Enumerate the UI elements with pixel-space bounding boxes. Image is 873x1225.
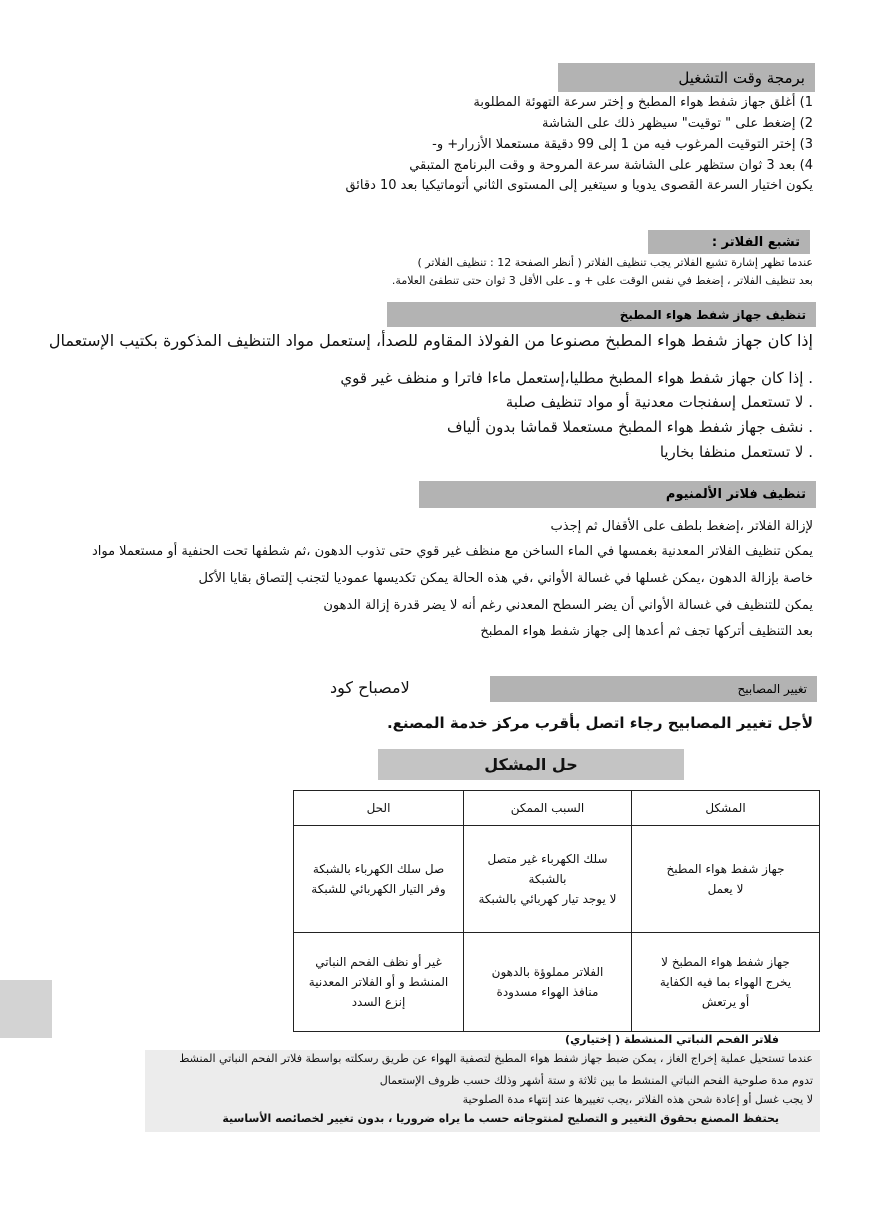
timer-section-title [558,63,815,92]
cleaning-section-title [387,302,816,327]
lamps-text: لأجل تغيير المصابيح رجاء اتصل بأقرب مركز خدمة المصنع. [386,714,813,732]
table-row [294,933,820,1032]
aluminum-line-3: خاصة بإزالة الدهون ،يمكن غسلها في غسالة الأواني ،في هذه الحالة يمكن تكديسها عموديا لتجنب إلتصاق بقايا الأكل [198,571,813,586]
lamps-title-text: تغيير المصابيح [737,682,807,696]
cell-line: جهاز شفط هواء المطبخ [666,862,785,876]
table-header-row [294,791,820,826]
problem-cell [632,933,820,1032]
carbon-line-1: عندما تستحيل عملية إخراج الغاز ، يمكن ضبط جهاز شفط هواء المطبخ لتصفية الهواء عن طريق رسكلته بواسطة فلاتر الفحم النباتي المنشط [179,1052,813,1065]
saturation-section-title [648,230,810,254]
cell-line: بالشبكة [528,872,567,886]
timer-note: يكون اختيار السرعة القصوى يدويا و سيتغير إلى المستوى الثاني أتوماتيكيا بعد 10 دقائق [345,178,813,193]
timer-step-3: 3) إختر التوقيت المرغوب فيه من 1 إلى 99 دقيقة مستعملا الأزرار+ و- [432,137,813,152]
header-problem: المشكل [632,791,820,826]
problem-cell [632,826,820,933]
table-row [294,826,820,933]
cell-line: غير أو نظف الفحم النباتي [315,955,442,969]
cell-line: أو يرتعش [701,995,750,1009]
cleaning-title-text: تنظيف جهاز شفط هواء المطبخ [619,307,806,322]
troubleshooting-title [378,749,684,780]
header-cause: السبب الممكن [464,791,632,826]
timer-title-text: برمجة وقت التشغيل [678,68,805,87]
carbon-line-2: تدوم مدة صلوحية الفحم النباتي المنشط ما بين ثلاثة و ستة أشهر وذلك حسب ظروف الإستعمال [379,1074,813,1087]
cause-cell [464,933,632,1032]
aluminum-line-2: يمكن تنظيف الفلاتر المعدنية بغمسها في الماء الساخن مع منظف غير قوي حتى تذوب الدهون ،ثم شطفها تحت الحنفية أو مستعملا مواد [91,544,813,559]
cell-line: وفر التيار الكهربائي للشبكة [311,882,446,896]
cause-cell [464,826,632,933]
troubleshooting-table [293,790,820,1032]
cell-line: جهاز شفط هواء المطبخ لا [661,955,790,969]
page-side-tab [0,980,52,1038]
lamps-section-title [490,676,817,702]
carbon-title: فلاتر الفحم النباتي المنشطة ( إختياري) [565,1033,779,1046]
aluminum-line-4: يمكن للتنظيف في غسالة الأواني أن يضر السطح المعدني رغم أنه لا يضر قدرة إزالة الدهون [323,598,813,613]
aluminum-line-5: بعد التنظيف أتركها تجف ثم أعدها إلى جهاز شفط هواء المطبخ [480,624,813,639]
troubleshooting-title-text: حل المشكل [484,755,578,774]
saturation-line-2: بعد تنظيف الفلاتر ، إضغط في نفس الوقت على + و ـ على الأقل 3 ثوان حتى تنطفئ العلامة. [391,274,813,287]
carbon-footer: يحتفظ المصنع بحقوق التغيير و التصليح لمنتوجاته حسب ما يراه ضروريا ، بدون تغيير لخصائصه الأساسية [222,1112,779,1125]
carbon-line-3: لا يجب غسل أو إعادة شحن هذه الفلاتر ،يجب تغييرها عند إنتهاء مدة الصلوحية [462,1093,813,1106]
aluminum-section-title [419,481,816,508]
cleaning-intro: إذا كان جهاز شفط هواء المطبخ مصنوعا من الفولاذ المقاوم للصدأ، إستعمل مواد التنظيف المذكورة بكتيب الإستعمال [48,331,813,350]
cleaning-bullet-2: . لا تستعمل إسفنجات معدنية أو مواد تنظيف صلبة [505,393,813,411]
solution-cell [294,826,464,933]
cell-line: صل سلك الكهرباء بالشبكة [312,862,445,876]
cell-line: يخرج الهواء بما فيه الكفاية [659,975,792,989]
header-solution: الحل [294,791,464,826]
timer-step-1: 1) أغلق جهاز شفط هواء المطبخ و إختر سرعة التهوئة المطلوبة [473,95,813,110]
cell-line: منافذ الهواء مسدودة [496,985,599,999]
timer-step-4: 4) بعد 3 ثوان ستظهر على الشاشة سرعة المروحة و وقت البرنامج المتبقي [409,158,813,173]
cell-line: لا يعمل [707,882,744,896]
cell-line: سلك الكهرباء غير متصل [487,852,608,866]
cell-line: إنزع السدد [351,995,406,1009]
saturation-title-text: تشبع الفلاتر : [711,234,800,250]
cleaning-bullet-3: . نشف جهاز شفط هواء المطبخ مستعملا قماشا بدون ألياف [446,418,813,436]
cell-line: لا يوجد تيار كهربائي بالشبكة [478,892,617,906]
cell-line: الفلاتر مملوؤة بالدهون [491,965,604,979]
cleaning-bullet-1: . إذا كان جهاز شفط هواء المطبخ مطليا،إستعمل ماءا فاترا و منظف غير قوي [340,369,813,387]
cell-line: المنشط و أو الفلاتر المعدنية [308,975,449,989]
cleaning-bullet-4: . لا تستعمل منظفا بخاريا [659,443,813,461]
solution-cell [294,933,464,1032]
aluminum-line-1: لإزالة الفلاتر ،إضغط بلطف على الأقفال ثم إجذب [550,519,813,534]
saturation-line-1: عندما تظهر إشارة تشبع الفلاتر يجب تنظيف الفلاتر ( أنظر الصفحة 12 : تنظيف الفلاتر ) [417,256,813,269]
aluminum-title-text: تنظيف فلاتر الألمنيوم [665,487,806,502]
timer-step-2: 2) إضغط على " توقيت" سيظهر ذلك على الشاشة [541,116,813,131]
lamps-side-label: لامصباح كود [330,678,410,697]
